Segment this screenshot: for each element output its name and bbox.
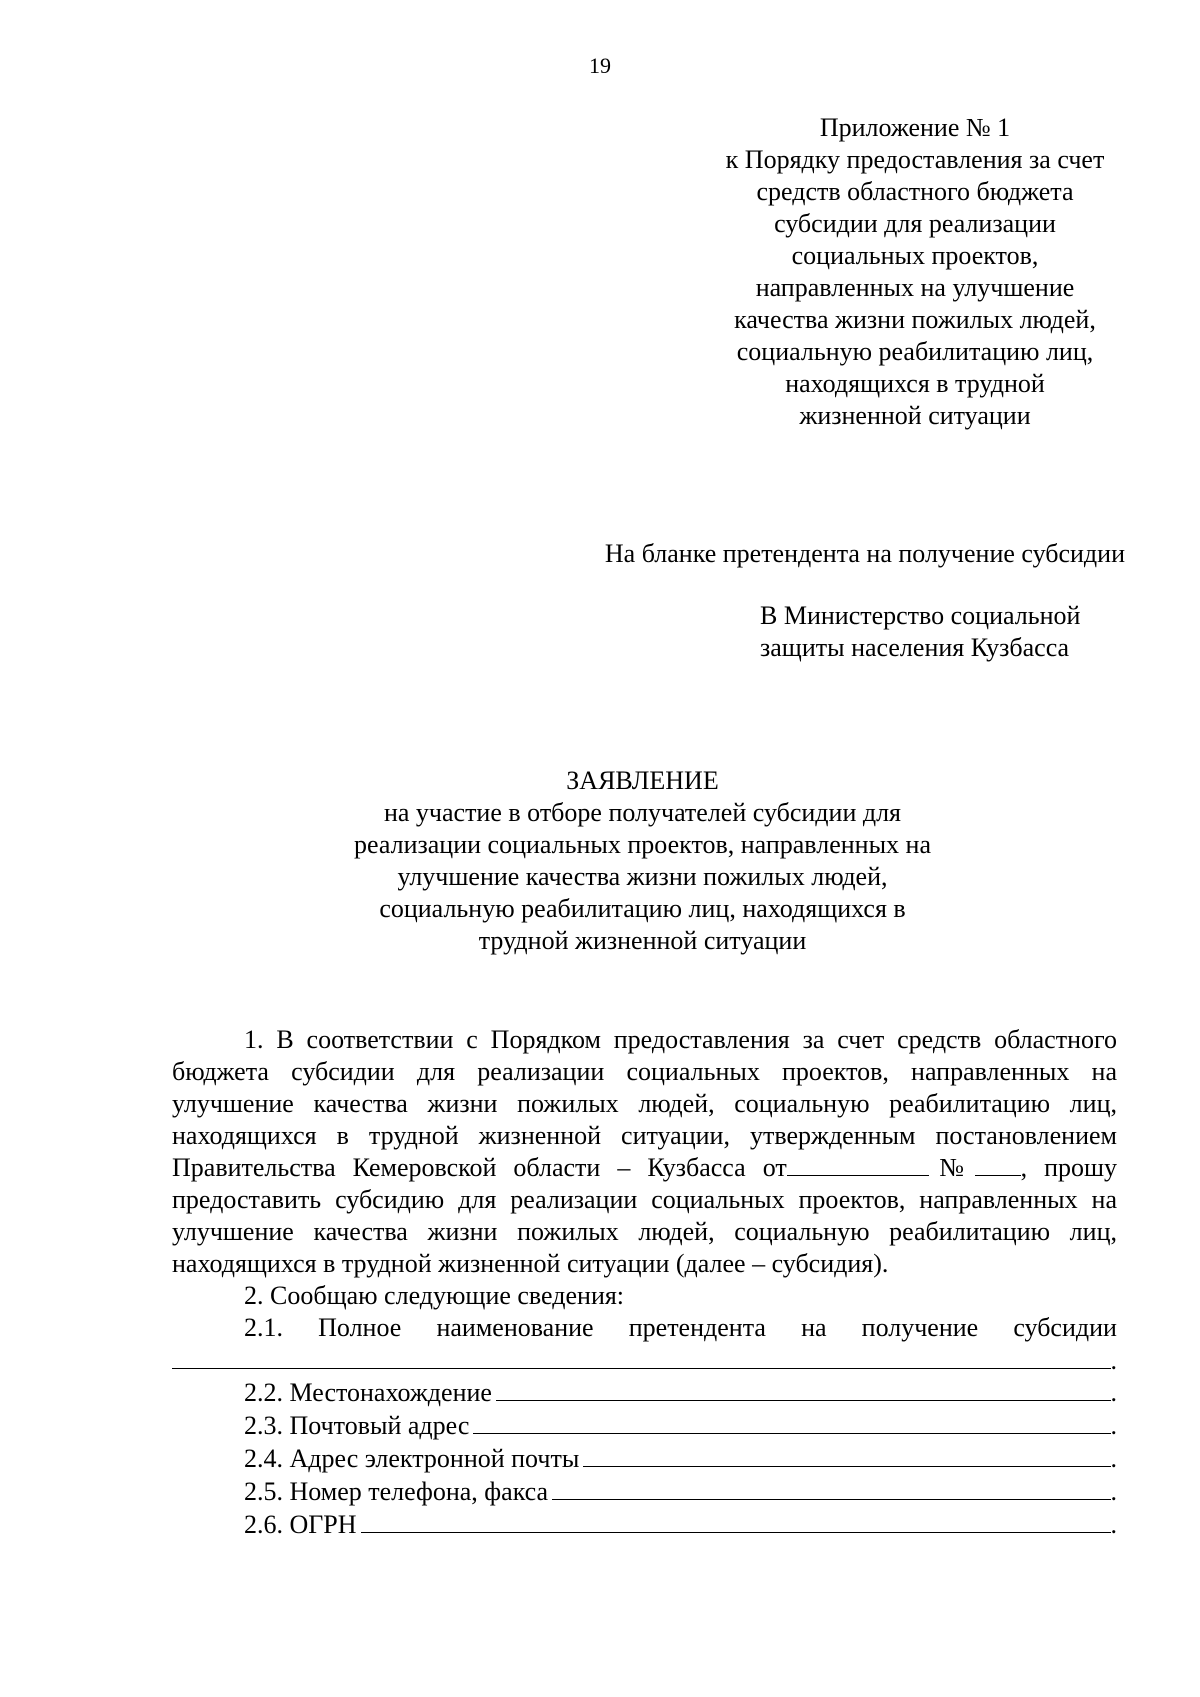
appendix-header [700, 112, 1130, 432]
field-2-2-blank[interactable] [496, 1376, 1111, 1401]
statement-body [172, 1024, 1117, 1541]
appendix-line: социальных проектов, [791, 241, 1039, 270]
statement-subtitle-line: на участие в отборе получателей субсидии для [383, 798, 902, 827]
paragraph-2: 2. Сообщаю следующие сведения: [244, 1281, 625, 1310]
addressee-line: защиты населения Кузбасса [760, 633, 1070, 662]
number-sign: № [928, 1153, 975, 1182]
paragraph-1-text-b: , прошу предоставить субсидию для реализации социальных проектов, направленных на улучшение качества жизни пожилых людей, социальную реабилитацию лиц, находящихся в трудной жизненной ситуации (далее – субсидия). [172, 1153, 1118, 1278]
field-2-1-row [172, 1344, 1117, 1376]
field-2-3-label: 2.3. Почтовый адрес [244, 1411, 470, 1440]
word: Полное [318, 1313, 402, 1342]
appendix-line: направленных на улучшение [755, 273, 1075, 302]
field-2-6-label: 2.6. ОГРН [244, 1510, 357, 1539]
field-2-6-row [172, 1508, 1117, 1541]
field-2-5-blank[interactable] [552, 1475, 1110, 1500]
appendix-line: качества жизни пожилых людей, [734, 305, 1096, 334]
word: наименование [436, 1313, 594, 1342]
letterhead-note: На бланке претендента на получение субсидии [604, 539, 1125, 568]
statement-heading [200, 765, 1085, 957]
field-2-2-row [172, 1376, 1117, 1409]
appendix-line: находящихся в трудной [785, 369, 1045, 398]
field-end-period: . [1110, 1411, 1117, 1440]
field-end-period: . [1110, 1477, 1117, 1506]
field-2-3-blank[interactable] [473, 1409, 1110, 1434]
field-end-period: . [1110, 1346, 1117, 1375]
date-blank[interactable] [787, 1153, 929, 1176]
statement-subtitle-line: реализации социальных проектов, направленных на [353, 830, 932, 859]
field-2-2-label: 2.2. Местонахождение [244, 1378, 492, 1407]
field-end-period: . [1110, 1378, 1117, 1407]
paragraph-1-text-a: 1. В соответствии с Порядком предоставления за счет средств областного бюджета субсидии для реализации социальных проектов, направленных на улучшение качества жизни пожилых людей, социальную реабилитацию лиц, находящихся в трудной жизненной ситуации, утвержденным постановлением Правительства Кемеровской области – Кузбасса от [172, 1025, 1117, 1182]
field-2-3-row [172, 1409, 1117, 1442]
appendix-line: к Порядку предоставления за счет [725, 145, 1105, 174]
field-2-1-label [172, 1312, 1117, 1344]
field-2-5-label: 2.5. Номер телефона, факса [244, 1477, 549, 1506]
appendix-line: средств областного бюджета [756, 177, 1074, 206]
statement-subtitle-line: трудной жизненной ситуации [478, 926, 807, 955]
page-number: 19 [589, 53, 611, 78]
field-2-5-row [172, 1475, 1117, 1508]
word: претендента [628, 1313, 766, 1342]
field-2-4-blank[interactable] [583, 1442, 1110, 1467]
word: получение [861, 1313, 979, 1342]
statement-subtitle-line: улучшение качества жизни пожилых людей, [397, 862, 888, 891]
field-end-period: . [1110, 1444, 1117, 1473]
addressee [760, 600, 1080, 664]
paragraph-1 [172, 1024, 1117, 1280]
addressee-line: В Министерство социальной [760, 601, 1081, 630]
number-blank[interactable] [975, 1153, 1021, 1176]
appendix-line: Приложение № 1 [819, 113, 1011, 142]
statement-title: ЗАЯВЛЕНИЕ [566, 766, 719, 795]
appendix-line: социальную реабилитацию лиц, [736, 337, 1094, 366]
field-end-period: . [1110, 1510, 1117, 1539]
field-2-1-blank[interactable] [172, 1344, 1111, 1369]
statement-subtitle-line: социальную реабилитацию лиц, находящихся в [379, 894, 906, 923]
word: 2.1. [244, 1313, 283, 1342]
field-2-4-row [172, 1442, 1117, 1475]
word: субсидии [1013, 1313, 1117, 1342]
field-2-4-label: 2.4. Адрес электронной почты [244, 1444, 580, 1473]
appendix-line: субсидии для реализации [774, 209, 1056, 238]
field-2-6-blank[interactable] [361, 1508, 1111, 1533]
appendix-line: жизненной ситуации [799, 401, 1031, 430]
word: на [801, 1313, 827, 1342]
